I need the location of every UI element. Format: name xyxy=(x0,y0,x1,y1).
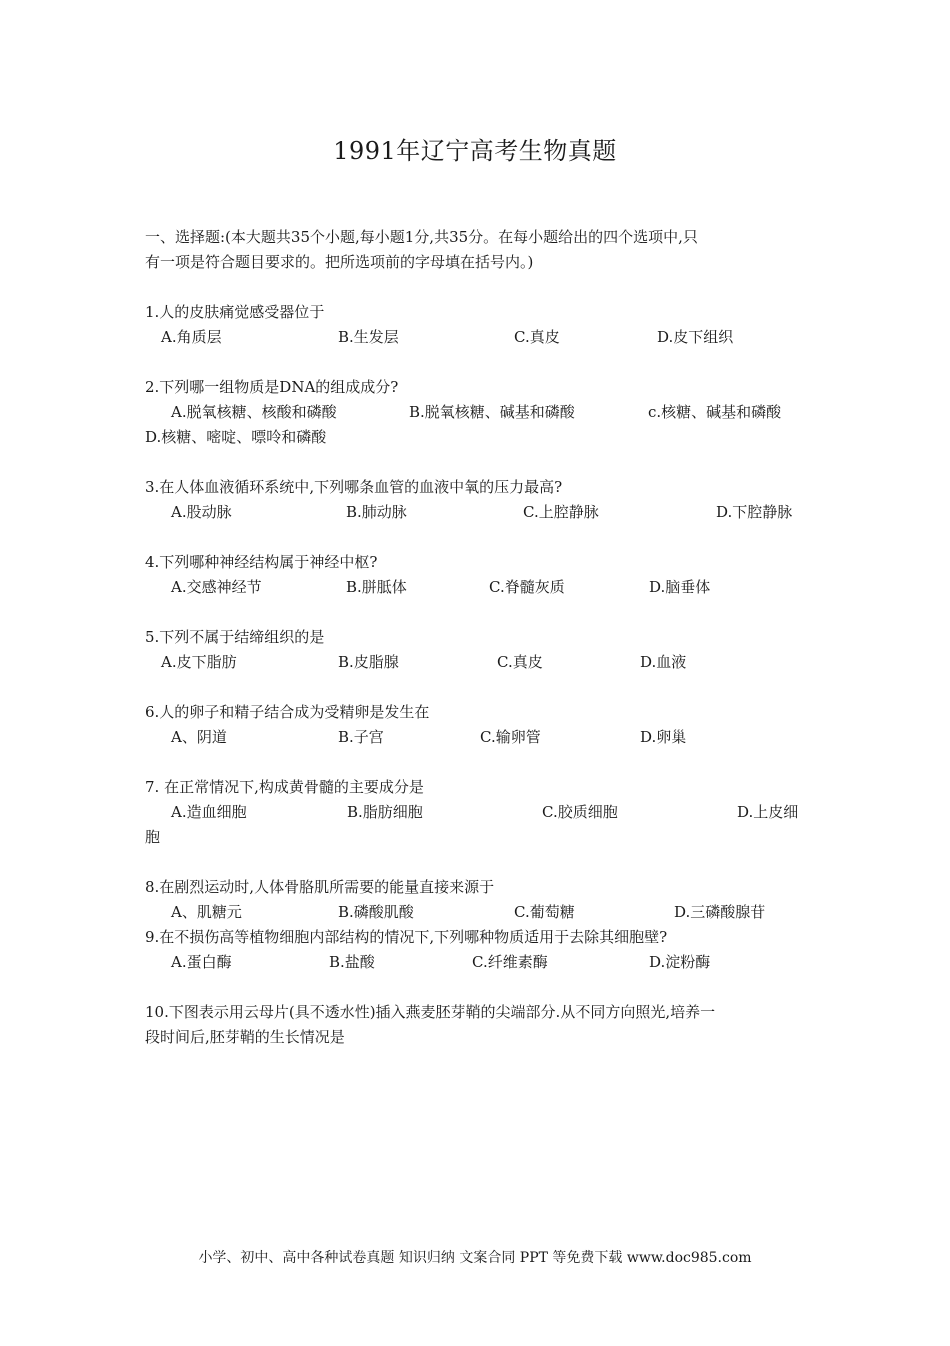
question-option: A、肌糖元 xyxy=(171,903,242,921)
question-option: D.淀粉酶 xyxy=(649,953,711,971)
question-option: A.蛋白酶 xyxy=(171,953,232,971)
question-option: B.磷酸肌酸 xyxy=(338,903,414,921)
question-option: C.脊髓灰质 xyxy=(489,578,565,596)
question-stem: 10.下图表示用云母片(具不透水性)插入燕麦胚芽鞘的尖端部分.从不同方向照光,培养一 xyxy=(145,1003,716,1021)
question-option: A.皮下脂肪 xyxy=(161,653,237,671)
question-option: D.脑垂体 xyxy=(649,578,711,596)
question-option: D.上皮细 xyxy=(737,803,799,821)
question-option: B.子宫 xyxy=(338,728,384,746)
question-option: B.盐酸 xyxy=(329,953,375,971)
question-stem: 3.在人体血液循环系统中,下列哪条血管的血液中氧的压力最高? xyxy=(145,478,563,496)
question-option: A.造血细胞 xyxy=(171,803,247,821)
question-option: D.核糖、嘧啶、嘌呤和磷酸 xyxy=(145,428,327,446)
question-stem: 2.下列哪一组物质是DNA的组成成分? xyxy=(145,378,399,396)
question-stem: 6.人的卵子和精子结合成为受精卵是发生在 xyxy=(145,703,430,721)
page-title: 1991年辽宁高考生物真题 xyxy=(333,137,617,165)
instructions-line-1: 一、选择题:(本大题共35个小题,每小题1分,共35分。在每小题给出的四个选项中,只 xyxy=(145,228,698,246)
question-stem: 8.在剧烈运动时,人体骨胳肌所需要的能量直接来源于 xyxy=(145,878,495,896)
question-stem: 5.下列不属于结缔组织的是 xyxy=(145,628,325,646)
question-option: C.真皮 xyxy=(514,328,560,346)
question-stem: 4.下列哪种神经结构属于神经中枢? xyxy=(145,553,378,571)
question-stem: 段时间后,胚芽鞘的生长情况是 xyxy=(145,1028,345,1046)
question-stem: 9.在不损伤高等植物细胞内部结构的情况下,下列哪种物质适用于去除其细胞壁? xyxy=(145,928,668,946)
question-option: D.下腔静脉 xyxy=(716,503,793,521)
question-option: C.真皮 xyxy=(497,653,543,671)
page-footer: 小学、初中、高中各种试卷真题 知识归纳 文案合同 PPT 等免费下载 www.doc985.com xyxy=(198,1250,752,1266)
question-option: C.上腔静脉 xyxy=(523,503,599,521)
question-option-continuation: 胞 xyxy=(145,828,161,846)
question-option: D.血液 xyxy=(640,653,687,671)
question-option: C.纤维素酶 xyxy=(472,953,548,971)
question-stem: 1.人的皮肤痛觉感受器位于 xyxy=(145,303,325,321)
question-option: B.肺动脉 xyxy=(346,503,407,521)
question-option: A.角质层 xyxy=(161,328,222,346)
question-stem: 7. 在正常情况下,构成黄骨髓的主要成分是 xyxy=(145,778,424,796)
question-option: B.胼胝体 xyxy=(346,578,407,596)
question-option: C.输卵管 xyxy=(480,728,541,746)
question-option: A.脱氧核糖、核酸和磷酸 xyxy=(171,403,337,421)
question-option: A、阴道 xyxy=(171,728,227,746)
question-option: D.皮下组织 xyxy=(657,328,734,346)
question-option: c.核糖、碱基和磷酸 xyxy=(648,403,782,421)
question-option: A.交感神经节 xyxy=(171,578,262,596)
question-option: C.葡萄糖 xyxy=(514,903,575,921)
question-option: D.卵巢 xyxy=(640,728,687,746)
question-option: B.脱氧核糖、碱基和磷酸 xyxy=(409,403,575,421)
instructions-line-2: 有一项是符合题目要求的。把所选项前的字母填在括号内。) xyxy=(145,253,534,271)
question-option: B.脂肪细胞 xyxy=(347,803,423,821)
question-option: A.股动脉 xyxy=(171,503,232,521)
question-option: B.生发层 xyxy=(338,328,399,346)
question-option: D.三磷酸腺苷 xyxy=(674,903,766,921)
question-option: C.胶质细胞 xyxy=(542,803,618,821)
question-option: B.皮脂腺 xyxy=(338,653,399,671)
